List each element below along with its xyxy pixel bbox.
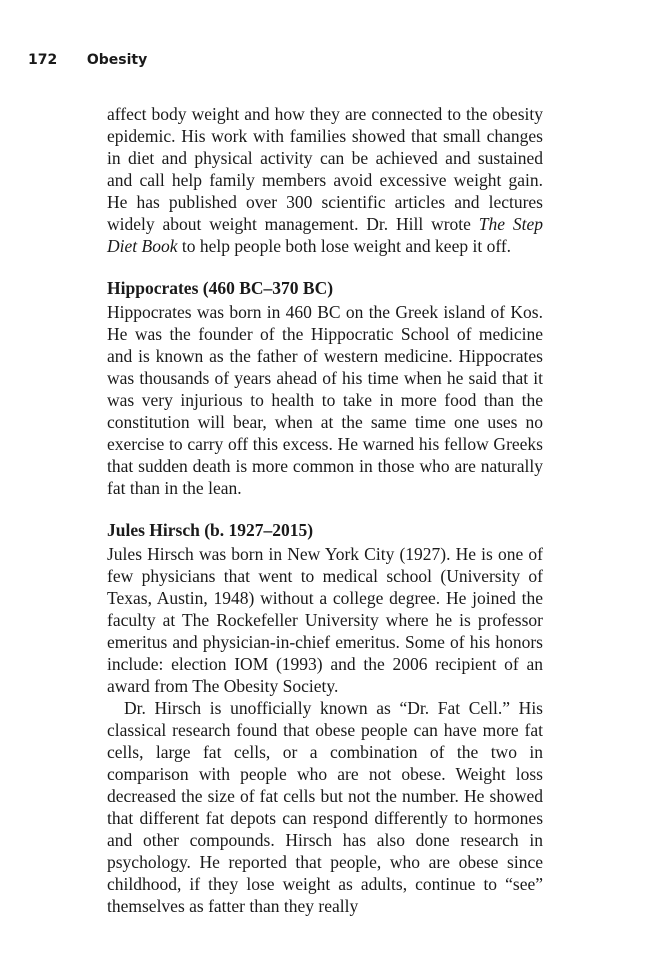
section-heading: Hippocrates (460 BC–370 BC) — [107, 278, 334, 298]
book-title: The Step Diet Book — [107, 214, 543, 256]
paragraph-text-before-title: affect body weight and how they are connected to the obesity epidemic. His work with families showed that small changes in diet and physical activity can be achieved and sustained and call help family members avoid excessive weight gain. He has published over 300 scientific articles and lectures widely about weight management. Dr. Hill wrote — [107, 104, 543, 234]
page-number: 172 — [28, 52, 58, 68]
section-paragraph: Dr. Hirsch is unofficially known as “Dr. Fat Cell.” His classical research found that obese people can have more fat cells, large fat cells, or a combination of the two in comparison with people who are not obese. Weight loss decreased the size of fat cells but not the number. He showed that different fat depots can respond differently to hormones and other compounds. Hirsch has also done research in psychology. He reported that people, who are obese since childhood, if they lose weight as adults, continue to “see” themselves as fatter than they really — [107, 698, 543, 916]
section-heading: Jules Hirsch (b. 1927–2015) — [107, 520, 314, 540]
section-hippocrates — [107, 277, 543, 499]
section-paragraph: Hippocrates was born in 460 BC on the Greek island of Kos. He was the founder of the Hippocratic School of medicine and is known as the father of western medicine. Hippocrates was thousands of years ahead of his time when he said that it was very injurious to health to take in more food than the constitution will bear, when at the same time one uses no exercise to carry off this excess. He warned his fellow Greeks that sudden death is more common in those who are naturally fat than in the lean. — [107, 302, 543, 498]
paragraph-text-after-title: to help people both lose weight and keep it off. — [177, 236, 512, 256]
page-body — [107, 103, 543, 917]
section-jules-hirsch — [107, 519, 543, 917]
section-paragraph: Jules Hirsch was born in New York City (1927). He is one of few physicians that went to medical school (University of Texas, Austin, 1948) without a college degree. He joined the faculty at The Rockefeller University where he is professor emeritus and physician-in-chief emeritus. Some of his honors include: election IOM (1993) and the 2006 recipient of an award from The Obesity Society. — [107, 544, 543, 696]
continued-paragraph — [107, 103, 543, 257]
running-head-title: Obesity — [86, 52, 148, 68]
running-head — [28, 52, 147, 68]
